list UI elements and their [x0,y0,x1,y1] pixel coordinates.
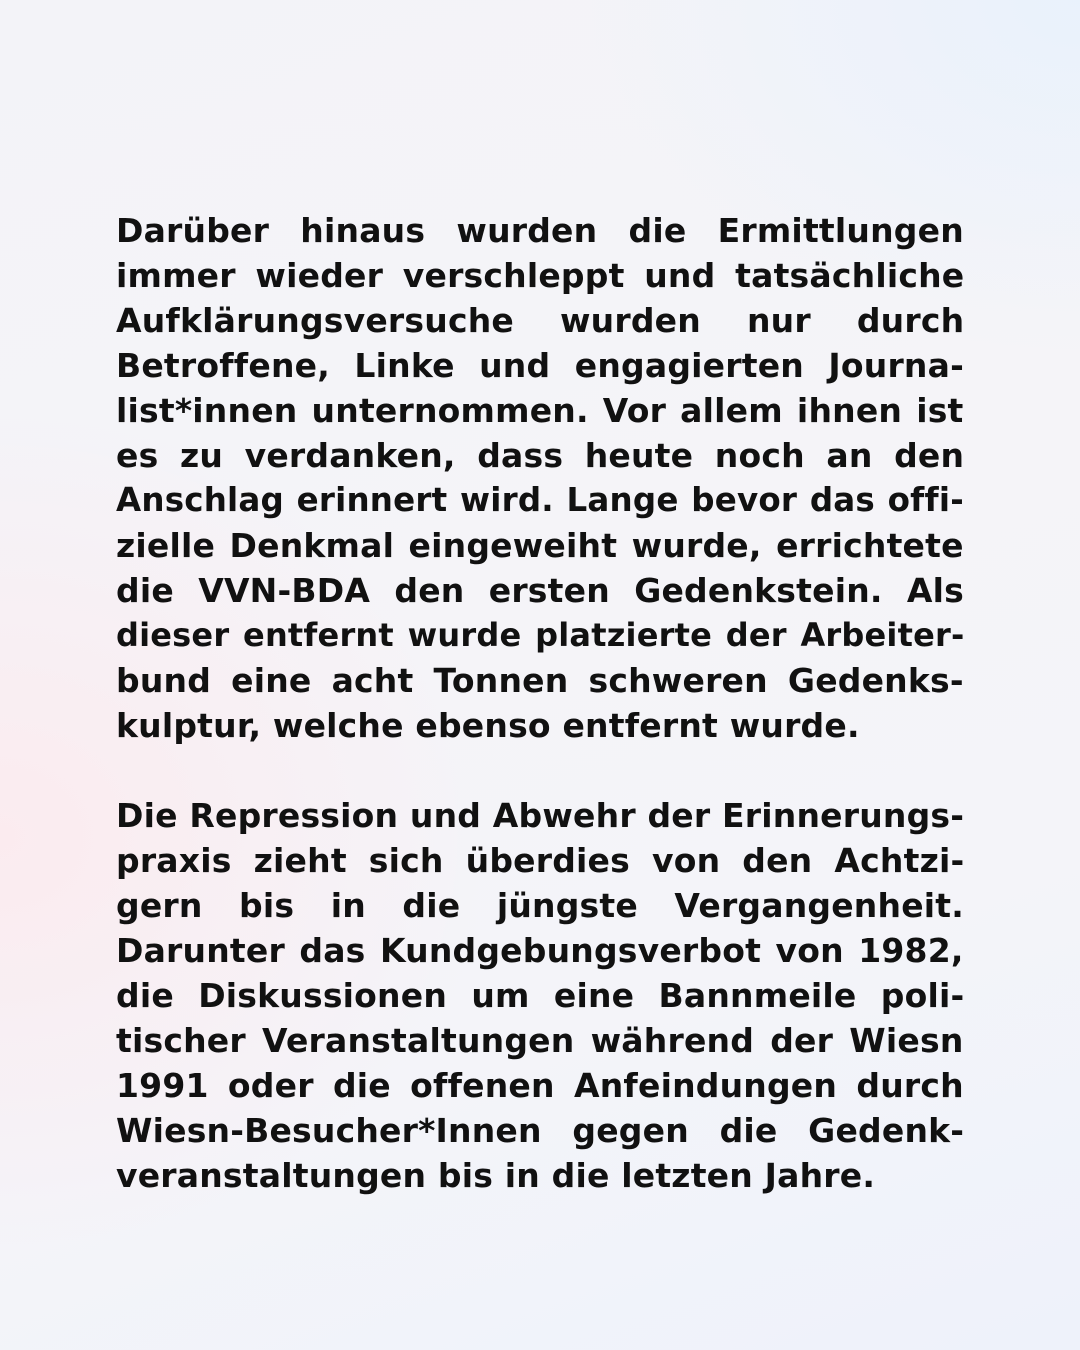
text-line: list*innen unternommen. Vor allem ihnen ist [116,391,964,430]
text-line: Anschlag erinnert wird. Lange bevor das offi- [116,481,964,519]
text-line: veranstaltungen bis in die letzten Jahre. [116,1156,876,1195]
text-line: die VVN-BDA den ersten Gedenkstein. Als [116,571,965,610]
text-line: immer wieder verschleppt und tatsächliche [116,256,965,295]
text-line: Die Repression und Abwehr der Erinnerungs- [116,796,965,835]
text-line: Wiesn-Besucher*Innen gegen die Gedenk- [116,1111,965,1150]
text-line: kulptur, welche ebenso entfernt wurde. [116,706,860,745]
text-line: dieser entfernt wurde platzierte der Arbeiter- [116,616,965,654]
text-block [116,208,964,1198]
text-line: Darunter das Kundgebungsverbot von 1982, [116,931,964,970]
paragraph-investigations [116,208,964,748]
paragraph-spacer [116,748,964,793]
text-line: 1991 oder die offenen Anfeindungen durch [116,1066,964,1105]
text-line: es zu verdanken, dass heute noch an den [116,436,965,475]
text-line: bund eine acht Tonnen schweren Gedenks- [116,661,964,700]
text-line: tischer Veranstaltungen während der Wiesn [116,1021,964,1060]
paragraph-repression [116,793,964,1198]
text-line: Darüber hinaus wurden die Ermittlungen [116,211,964,250]
text-line: Aufklärungsversuche wurden nur durch [116,301,965,340]
text-line: zielle Denkmal eingeweiht wurde, errichtete [116,526,964,565]
text-line: gern bis in die jüngste Vergangenheit. [116,886,964,925]
text-line: die Diskussionen um eine Bannmeile poli- [116,976,965,1015]
text-line: Betroffene, Linke und engagierten Journa- [116,346,964,385]
text-line: praxis zieht sich überdies von den Achtzi- [116,841,965,880]
